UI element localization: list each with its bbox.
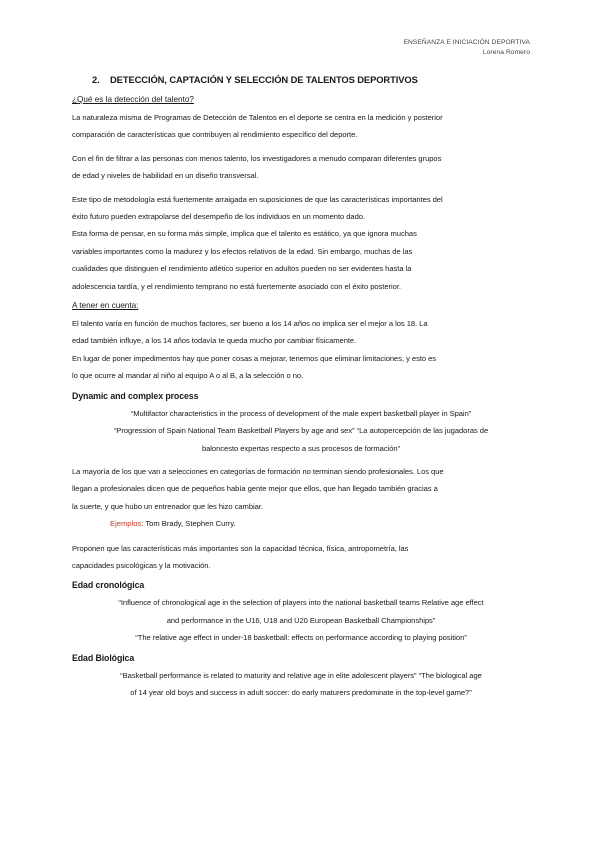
- paragraph: [72, 225, 530, 295]
- header-author: Lorena Romero: [482, 49, 530, 56]
- quote-line: of 14 year old boys and success in adult soccer: do early maturers predominate in the top-level game?”: [130, 687, 472, 697]
- paragraph: [72, 109, 530, 144]
- text-line: El talento varía en función de muchos factores, ser bueno a los 14 años no implica ser el mejor a los 18. La: [72, 319, 428, 329]
- quote-line: baloncesto expertas respecto a sus procesos de formación”: [201, 443, 401, 453]
- section-heading: [92, 74, 530, 85]
- quote-line: “Multifactor characteristics in the process of development of the male expert basketball player in Spain”: [130, 408, 472, 418]
- quote-line: “Basketball performance is related to maturity and relative age in elite adolescent players” “The biological age: [120, 670, 482, 680]
- text-line: variables importantes como la madurez y los efectos relativos de la edad. Sin embargo, muchas de las: [72, 246, 413, 256]
- heading-biological-age: Edad Biológica: [72, 652, 135, 663]
- paragraph: [72, 150, 530, 185]
- subheading-note: A tener en cuenta:: [72, 301, 139, 311]
- document-body: [72, 74, 530, 701]
- text-line: Con el fin de filtrar a las personas con menos talento, los investigadores a menudo comparan diferentes grupos: [72, 153, 442, 163]
- text-line: lo que ocurre al mandar al niño al equipo A o al B, a la selección o no.: [72, 371, 304, 381]
- text-line: La naturaleza misma de Programas de Detección de Talentos en el deporte se centra en la medición y posterior: [72, 113, 443, 122]
- quote-block: [72, 405, 530, 457]
- text-line: la suerte, y que hubo un entrenador que les hizo cambiar.: [72, 501, 263, 511]
- text-line: llegan a profesionales dicen que de pequeños había gente mejor que ellos, que han llegado también gracias a: [72, 484, 438, 494]
- text-line: Este tipo de metodología está fuertemente arraigada en suposiciones de que las características importantes del: [72, 194, 443, 204]
- quote-line: and performance in the U16, U18 and U20 European Basketball Championships”: [166, 615, 436, 625]
- text-line: cualidades que distinguen el rendimiento atlético superior en adultos pueden no ser evidentes hasta la: [72, 264, 412, 274]
- text-line: La mayoría de los que van a selecciones en categorías de formación no terminan siendo profesionales. Los que: [72, 466, 444, 476]
- heading-dynamic-process: Dynamic and complex process: [72, 390, 199, 401]
- text-line: adolescencia tardía, y el rendimiento temprano no está fuertemente asociado con el éxito posterior.: [72, 281, 401, 291]
- text-line: capacidades psicológicas y la motivación.: [72, 560, 211, 570]
- quote-line: “Progression of Spain National Team Basketball Players by age and sex” “La autopercepción de las jugadoras de: [113, 426, 489, 436]
- section-number: 2.: [92, 74, 100, 85]
- text-line: En lugar de poner impedimentos hay que poner cosas a mejorar, tenemos que eliminar limitaciones, y esto es: [72, 353, 437, 363]
- text-line: Esta forma de pensar, en su forma más simple, implica que el talento es estático, ya que ignora muchas: [72, 229, 417, 239]
- paragraph: [72, 463, 530, 515]
- subheading-what-is: ¿Qué es la detección del talento?: [72, 95, 194, 104]
- examples-text: : Tom Brady, Stephen Curry.: [141, 519, 236, 529]
- quote-line: “Influence of chronological age in the selection of players into the national basketball teams Relative age effect: [118, 598, 484, 608]
- text-line: de edad y niveles de habilidad en un diseño transversal.: [72, 171, 259, 181]
- text-line: comparación de características que contribuyen al rendimiento específico del deporte.: [72, 130, 358, 140]
- section-title: DETECCIÓN, CAPTACIÓN Y SELECCIÓN DE TALENTOS DEPORTIVOS: [110, 74, 418, 85]
- paragraph: [72, 540, 530, 575]
- quote-block: [72, 594, 530, 646]
- paragraph: [72, 350, 530, 385]
- examples-label: Ejemplos: [110, 519, 142, 529]
- page-header: [404, 38, 530, 58]
- examples-line: [72, 515, 530, 532]
- text-line: Proponen que las características más importantes son la capacidad técnica, física, antropometría, las: [72, 543, 409, 553]
- quote-block: [72, 667, 530, 702]
- header-course: ENSEÑANZA E INICIACIÓN DEPORTIVA: [403, 39, 530, 46]
- quote-line: “The relative age effect in under-18 basketball: effects on performance according to playing position”: [135, 633, 467, 643]
- text-line: edad también influye, a los 14 años todavía te queda mucho por cambiar físicamente.: [72, 336, 357, 346]
- paragraph: [72, 315, 530, 350]
- paragraph: [72, 191, 530, 226]
- heading-chronological-age: Edad cronológica: [72, 580, 145, 591]
- text-line: éxito futuro pueden extrapolarse del desempeño de los individuos en un momento dado.: [72, 212, 365, 222]
